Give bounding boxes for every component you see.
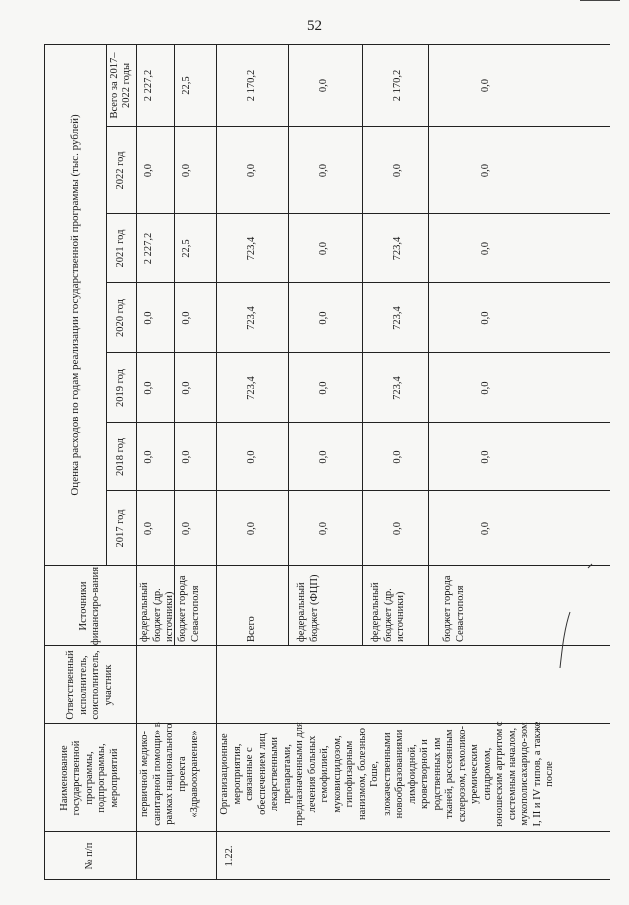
source-label: федеральный бюджет (др. источники) bbox=[370, 582, 406, 642]
header-group: Оценка расходов по годам реализации государственной программы (тыс. рублей) bbox=[68, 114, 81, 496]
row-executor bbox=[136, 638, 216, 724]
grid-line bbox=[44, 879, 610, 880]
value-cell: 2 227,2 bbox=[143, 232, 154, 265]
grid-line bbox=[106, 352, 610, 353]
value-cell: 0,0 bbox=[143, 163, 154, 178]
value-cell: 0,0 bbox=[246, 521, 257, 536]
grid-line bbox=[428, 44, 429, 646]
grid-line bbox=[44, 645, 610, 646]
value-cell: 723,4 bbox=[392, 306, 403, 330]
grid-line bbox=[106, 490, 610, 491]
row-name: первичной медико-санитарной помощи» в рамках национального проекта «Здравоохранение» bbox=[139, 722, 200, 826]
source-label: Всего bbox=[246, 616, 257, 642]
value-cell: 0,0 bbox=[480, 450, 491, 464]
value-cell: 723,4 bbox=[392, 236, 403, 261]
value-cell: 0,0 bbox=[181, 311, 192, 325]
value-cell: 723,4 bbox=[246, 376, 257, 400]
value-cell: 22,5 bbox=[181, 239, 192, 258]
value-cell: 2 227,2 bbox=[143, 69, 154, 102]
value-cell: 0,0 bbox=[318, 311, 329, 325]
value-cell: 0,0 bbox=[480, 381, 491, 395]
grid-line bbox=[136, 44, 137, 880]
grid-line bbox=[44, 44, 45, 880]
value-cell: 0,0 bbox=[480, 78, 491, 93]
budget-table bbox=[44, 44, 610, 880]
value-cell: 0,0 bbox=[181, 450, 192, 464]
table-row bbox=[216, 44, 610, 880]
grid-line bbox=[106, 213, 610, 214]
header-year-2021: 2021 год bbox=[114, 229, 126, 268]
value-cell: 0,0 bbox=[392, 521, 403, 536]
source-label: бюджет города Севастополя bbox=[177, 575, 201, 642]
grid-line bbox=[44, 723, 610, 724]
source-label: федеральный бюджет (др. источники) bbox=[139, 582, 175, 642]
value-cell: 0,0 bbox=[246, 163, 257, 178]
grid-line bbox=[362, 44, 363, 646]
pen-mark bbox=[548, 560, 608, 670]
grid-line bbox=[44, 44, 610, 45]
grid-line bbox=[288, 44, 289, 646]
value-cell: 0,0 bbox=[246, 450, 257, 464]
value-cell: 0,0 bbox=[318, 521, 329, 536]
row-name: Организационные мероприятия, связанные с обеспечением лиц лекарственными препаратами, предназначенными для лечения больных гемофилией, муковисцидозом, гипофизарным нанизмом, болезнью Гоше, злокачественными новообразованиями лимфоидной, кроветворной и родственных им тканей, рассеянным склерозом, гемолико-уремическим синдромом, юношеским артритом с системным началом, мукополисахаридо-зом I, II и IV типов, а также после bbox=[219, 721, 555, 827]
value-cell: 0,0 bbox=[318, 163, 329, 178]
header-source: Источники финансиро-вания bbox=[77, 566, 101, 646]
value-cell: 0,0 bbox=[392, 450, 403, 464]
value-cell: 0,0 bbox=[480, 521, 491, 536]
header-row bbox=[44, 44, 136, 880]
header-total: Всего за 2017–2022 годы bbox=[108, 52, 132, 119]
grid-line bbox=[216, 44, 217, 880]
value-cell: 0,0 bbox=[143, 381, 154, 395]
grid-line bbox=[106, 282, 610, 283]
grid-line bbox=[106, 422, 610, 423]
source-label: бюджет города Севастополя bbox=[442, 575, 466, 642]
table-row bbox=[136, 44, 216, 880]
value-cell: 0,0 bbox=[392, 163, 403, 178]
value-cell: 0,0 bbox=[480, 163, 491, 178]
header-year-2022: 2022 год bbox=[114, 151, 126, 190]
header-year-2017: 2017 год bbox=[114, 509, 126, 548]
sheet-edge-line bbox=[580, 0, 620, 1]
value-cell: 0,0 bbox=[480, 241, 491, 256]
value-cell: 0,0 bbox=[181, 163, 192, 178]
value-cell: 2 170,2 bbox=[392, 69, 403, 102]
value-cell: 0,0 bbox=[143, 450, 154, 464]
value-cell: 0,0 bbox=[318, 450, 329, 464]
grid-line bbox=[44, 565, 610, 566]
value-cell: 22,5 bbox=[181, 76, 192, 95]
value-cell: 723,4 bbox=[246, 236, 257, 261]
value-cell: 0,0 bbox=[318, 241, 329, 256]
value-cell: 723,4 bbox=[246, 306, 257, 330]
value-cell: 0,0 bbox=[480, 311, 491, 325]
header-num: № п/п bbox=[83, 842, 95, 870]
value-cell: 0,0 bbox=[143, 311, 154, 325]
value-cell: 2 170,2 bbox=[246, 69, 257, 102]
value-cell: 0,0 bbox=[143, 521, 154, 536]
grid-line bbox=[106, 126, 610, 127]
value-cell: 0,0 bbox=[318, 78, 329, 93]
grid-line bbox=[174, 44, 175, 646]
value-cell: 0,0 bbox=[181, 381, 192, 395]
row-number bbox=[136, 832, 216, 880]
row-number: 1.22. bbox=[224, 845, 235, 867]
header-executor: Ответственный исполнитель, соисполнитель, участник bbox=[65, 650, 114, 720]
header-year-2018: 2018 год bbox=[114, 438, 126, 476]
grid-line bbox=[44, 831, 610, 832]
header-name: Наименование государственной программы, подпрограммы, мероприятий bbox=[58, 740, 120, 816]
value-cell: 723,4 bbox=[392, 376, 403, 400]
header-year-2019: 2019 год bbox=[114, 369, 126, 407]
page-number: 52 bbox=[307, 18, 322, 34]
value-cell: 0,0 bbox=[318, 381, 329, 395]
grid-line bbox=[106, 44, 107, 566]
source-label: федеральный бюджет (ФЦП) bbox=[296, 574, 320, 642]
value-cell: 0,0 bbox=[181, 521, 192, 536]
header-year-2020: 2020 год bbox=[114, 299, 126, 337]
